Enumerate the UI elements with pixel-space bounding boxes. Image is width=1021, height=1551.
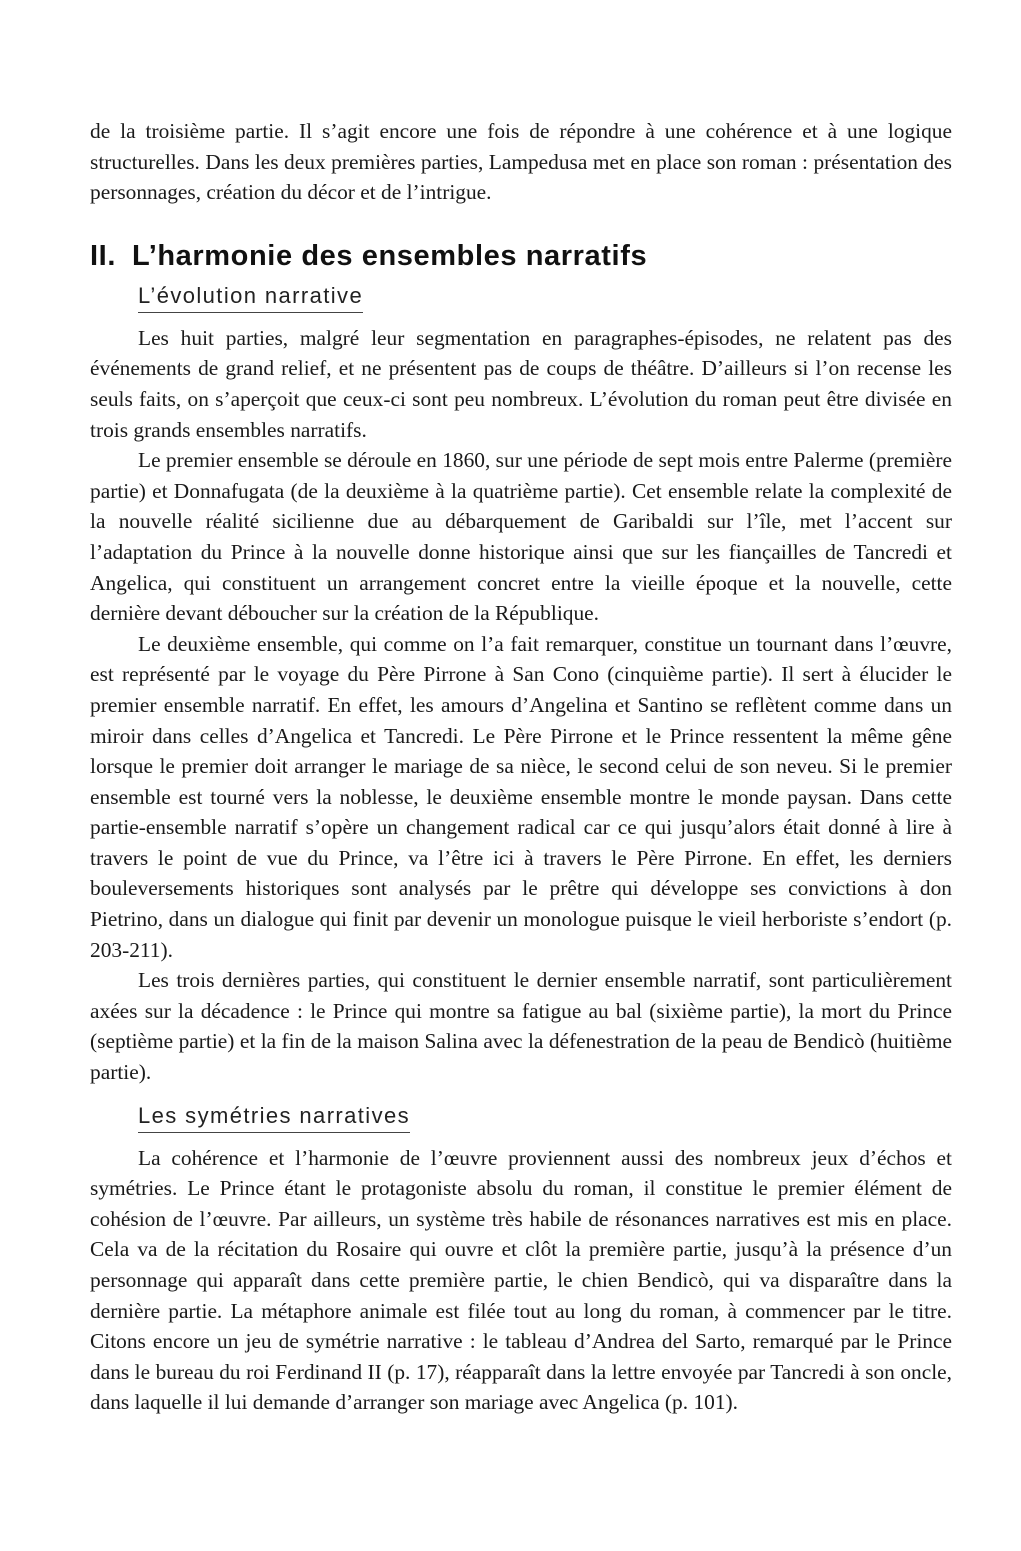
subsection-1-heading: L’évolution narrative bbox=[138, 282, 363, 313]
section-heading bbox=[90, 238, 952, 274]
paragraph: Les trois dernières parties, qui constituent le dernier ensemble narratif, sont particulièrement axées sur la décadence : le Prince qui montre sa fatigue au bal (sixième partie), la mort du Prince (septième partie) et la fin de la maison Salina avec la défenestration de la peau de Bendicò (huitième partie). bbox=[90, 968, 952, 1085]
paragraph: Le deuxième ensemble, qui comme on l’a fait remarquer, constitue un tournant dans l’œuvre, est représenté par le voyage du Père Pirrone à San Cono (cinquième partie). Il sert à élucider le premier ensemble narratif. En effet, les amours d’Angelina et Santino se reflètent comme dans un miroir dans celles d’Angelica et Tancredi. Le Père Pirrone et le Prince ressentent la même gêne lorsque le premier doit arranger le mariage de sa nièce, le second celui de son neveu. Si le premier ensemble est tourné vers la noblesse, le deuxième ensemble montre le monde paysan. Dans cette partie-ensemble narratif s’opère un changement radical car ce qui jusqu’alors était donné à lire à travers le point de vue du Prince, va l’être ici à travers le Père Pirrone. En effet, les derniers bouleversements historiques sont analysés par le prêtre qui développe ses convictions à don Pietrino, dans un dialogue qui finit par devenir un monologue puisque le vieil herboriste s’endort (p. 203-211). bbox=[90, 631, 952, 962]
section-number: II. bbox=[90, 239, 116, 272]
subsection-2-heading: Les symétries narratives bbox=[138, 1102, 410, 1133]
paragraph: Les huit parties, malgré leur segmentation en paragraphes-épisodes, ne relatent pas des événements de grand relief, et ne présentent pas de coups de théâtre. D’ailleurs si l’on recense les seuls faits, on s’aperçoit que ceux-ci sont peu nombreux. L’évolution du roman peut être divisée en trois grands ensembles narratifs. bbox=[90, 325, 952, 442]
intro-paragraph: de la troisième partie. Il s’agit encore une fois de répondre à une cohérence et à une logique structurelles. Dans les deux premières parties, Lampedusa met en place son roman : présentation des personnages, création du décor et de l’intrigue. bbox=[90, 119, 952, 205]
document-page bbox=[90, 116, 952, 1418]
section-title: L’harmonie des ensembles narratifs bbox=[131, 239, 648, 272]
paragraph: Le premier ensemble se déroule en 1860, sur une période de sept mois entre Palerme (première partie) et Donnafugata (de la deuxième à la quatrième partie). Cet ensemble relate la complexité de la nouvelle réalité sicilienne due au débarquement de Garibaldi sur l’île, met l’accent sur l’adaptation du Prince à la nouvelle donne historique ainsi que sur les fiançailles de Tancredi et Angelica, qui constituent un arrangement concret entre la vieille époque et la nouvelle, cette dernière devant déboucher sur la création de la République. bbox=[90, 448, 952, 626]
paragraph: La cohérence et l’harmonie de l’œuvre proviennent aussi des nombreux jeux d’échos et symétries. Le Prince étant le protagoniste absolu du roman, il constitue le premier élément de cohésion de l’œuvre. Par ailleurs, un système très habile de résonances narratives est mis en place. Cela va de la récitation du Rosaire qui ouvre et clôt la première partie, jusqu’à la présence d’un personnage qui apparaît dans cette première partie, le chien Bendicò, qui va disparaître dans la dernière partie. La métaphore animale est filée tout au long du roman, à commencer par le titre. Citons encore un jeu de symétrie narrative : le tableau d’Andrea del Sarto, remarqué par le Prince dans le bureau du roi Ferdinand II (p. 17), réapparaît dans la lettre envoyée par Tancredi à son oncle, dans laquelle il lui demande d’arranger son mariage avec Angelica (p. 101). bbox=[90, 1145, 952, 1415]
